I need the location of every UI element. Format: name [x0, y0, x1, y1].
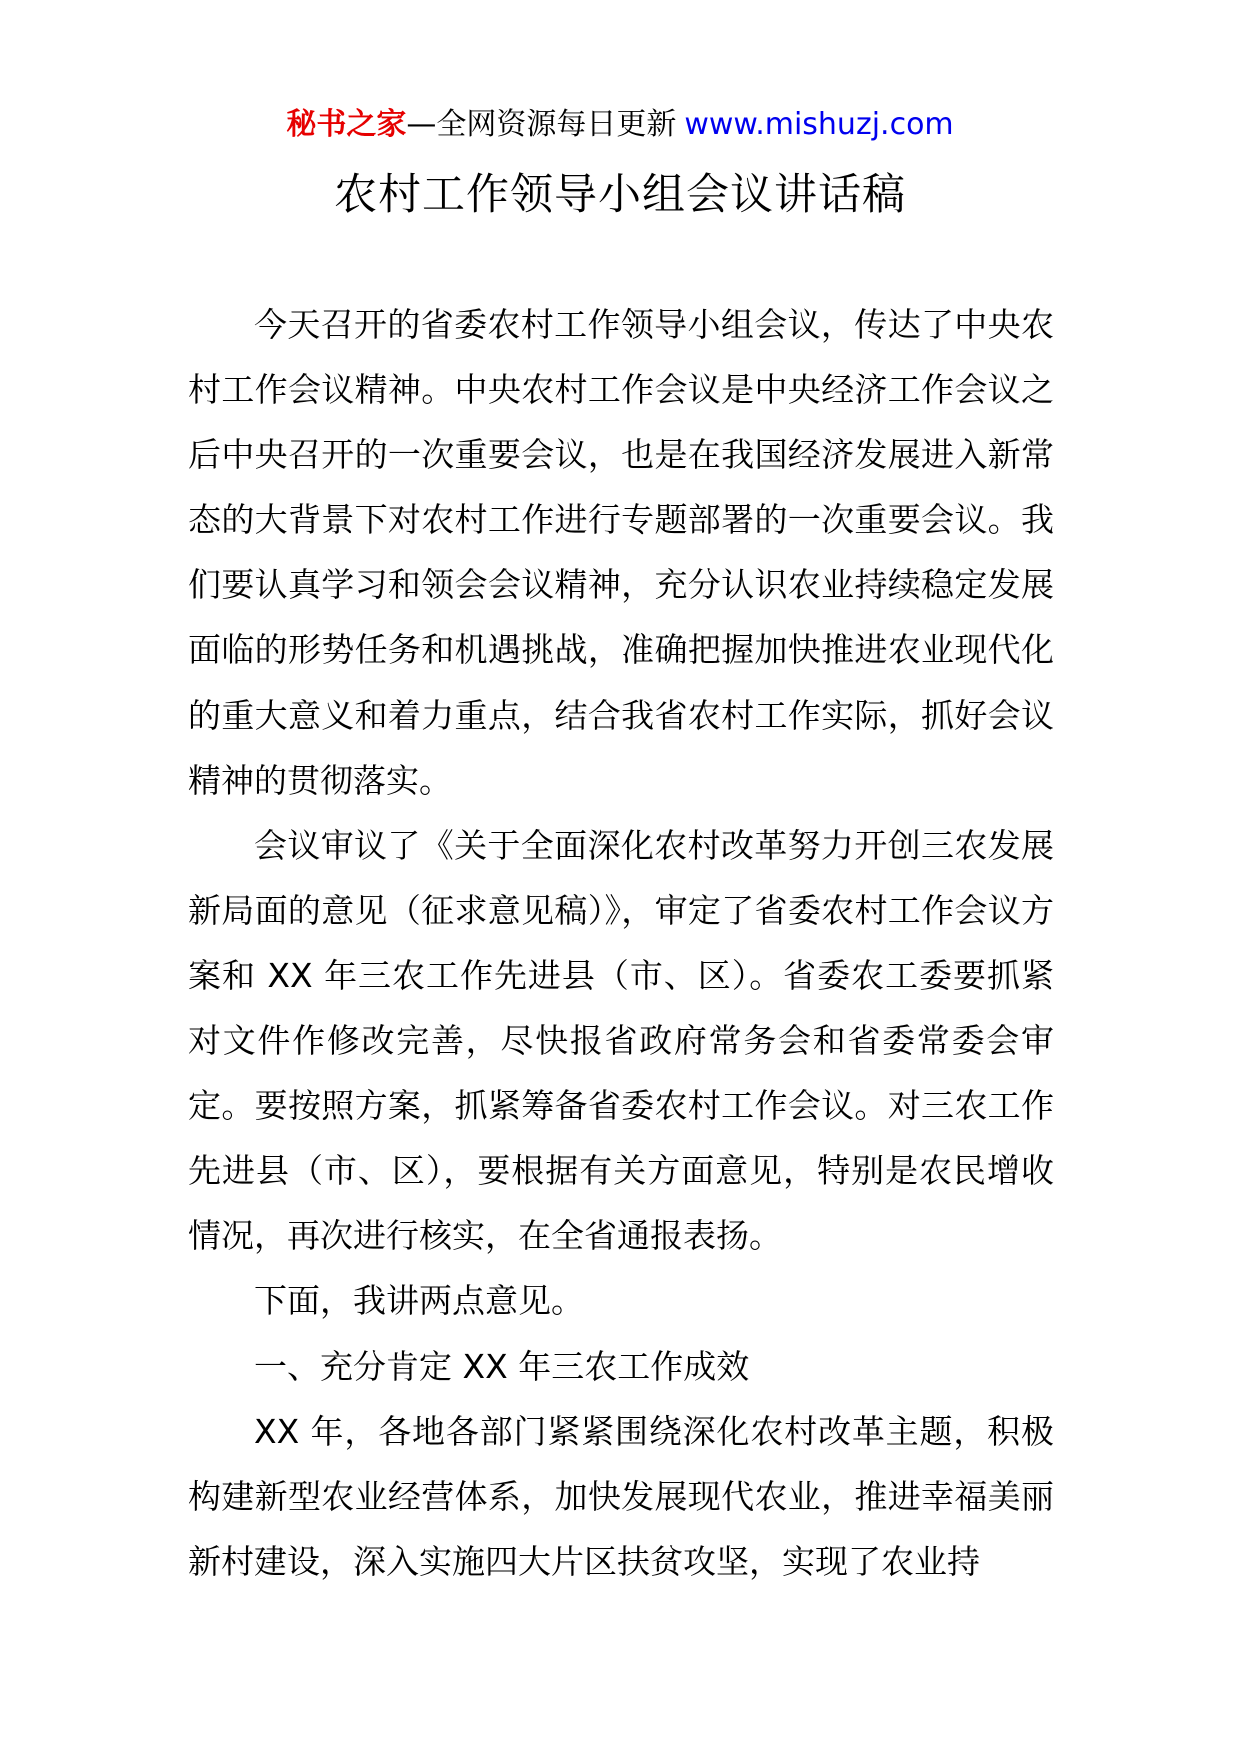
site-url-link[interactable]: www.mishuzj.com — [684, 107, 954, 142]
document-title: 农村工作领导小组会议讲话稿 — [334, 170, 906, 220]
paragraph: 今天召开的省委农村工作领导小组会议，传达了中央农村工作会议精神。中央农村工作会议是中央经济工作会议之后中央召开的一次重要会议，也是在我国经济发展进入新常态的大背景下对农村工作进行专题部署的一次重要会议。我们要认真学习和领会会议精神，充分认识农业持续稳定发展面临的形势任务和机遇挑战，准确把握加快推进农业现代化的重大意义和着力重点，结合我省农村工作实际，抓好会议精神的贯彻落实。 — [188, 305, 1054, 800]
paragraph: 会议审议了《关于全面深化农村改革努力开创三农发展新局面的意见（征求意见稿）》，审定了省委农村工作会议方案和 XX 年三农工作先进县（市、区）。省委农工委要抓紧对文件作修改完善，尽快报省政府常务会和省委常委会审定。要按照方案，抓紧筹备省委农村工作会议。对三农工作先进县（市、区），要根据有关方面意见，特别是农民增收情况，再次进行核实，在全省通报表扬。 — [188, 825, 1054, 1256]
site-header — [0, 102, 1240, 148]
document-body — [188, 292, 1054, 1594]
paragraph: 下面，我讲两点意见。 — [254, 1281, 584, 1321]
paragraph: XX 年，各地各部门紧紧围绕深化农村改革主题，积极构建新型农业经营体系，加快发展现代农业，推进幸福美丽新村建设，深入实施四大片区扶贫攻坚，实现了农业持 — [188, 1411, 1054, 1581]
section-heading: 一、充分肯定 XX 年三农工作成效 — [254, 1346, 750, 1386]
site-tagline: —全网资源每日更新 — [406, 107, 677, 142]
brand-name: 秘书之家 — [286, 107, 407, 142]
